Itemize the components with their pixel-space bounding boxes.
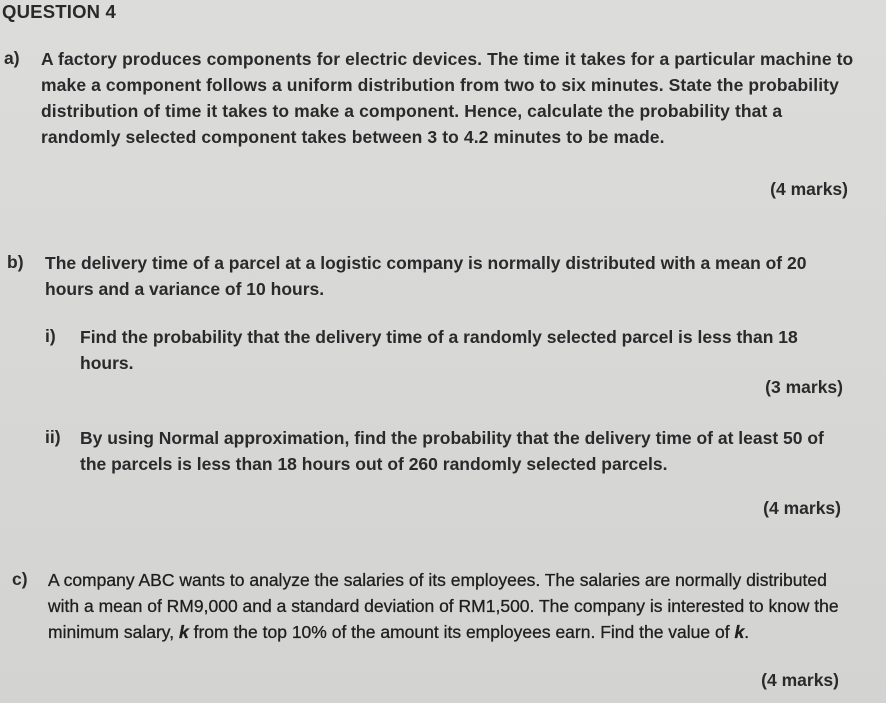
- part-a-text: A factory produces components for electric devices. The time it takes for a particular machine to make a component follows a uniform distribution from two to six minutes. State the probability distribution of time it takes to make a component. Hence, calculate the probability that a randomly selected component takes between 3 to 4.2 minutes to be made.: [41, 49, 854, 147]
- part-b-text: The delivery time of a parcel at a logistic company is normally distributed with a mean of 20 hours and a variance of 10 hours.: [45, 253, 807, 299]
- part-a-marks: (4 marks): [770, 179, 848, 199]
- part-c-text-before-k: A company ABC wants to analyze the salaries of its employees. The salaries are normally distributed with a mean of RM9,000 and a standard deviation of RM1,500. The company is interested to know the minimum salary,: [48, 570, 839, 642]
- part-b-ii-text: By using Normal approximation, find the probability that the delivery time of at least 50 of the parcels is less than 18 hours out of 260 randomly selected parcels.: [80, 428, 824, 474]
- part-b-i-marks: (3 marks): [765, 377, 843, 397]
- part-c-k-symbol-end: k: [734, 622, 745, 642]
- part-c-label: c): [12, 569, 28, 589]
- question-heading: QUESTION 4: [2, 1, 117, 22]
- part-c-text-middle: from the top 10% of the amount its employees earn. Find the value of: [193, 622, 730, 642]
- part-a-label: a): [4, 48, 20, 68]
- part-b-label: b): [7, 252, 24, 272]
- part-b-i-label: i): [45, 326, 56, 346]
- part-c-text-end: .: [744, 622, 750, 642]
- part-c-k-symbol: k: [178, 622, 189, 642]
- part-b-ii-marks: (4 marks): [763, 498, 841, 518]
- part-b-ii-label: ii): [45, 427, 61, 447]
- part-b-i-text: Find the probability that the delivery time of a randomly selected parcel is less than 18 hours.: [80, 327, 798, 373]
- part-c-text: [48, 567, 848, 645]
- part-c-marks: (4 marks): [761, 670, 839, 690]
